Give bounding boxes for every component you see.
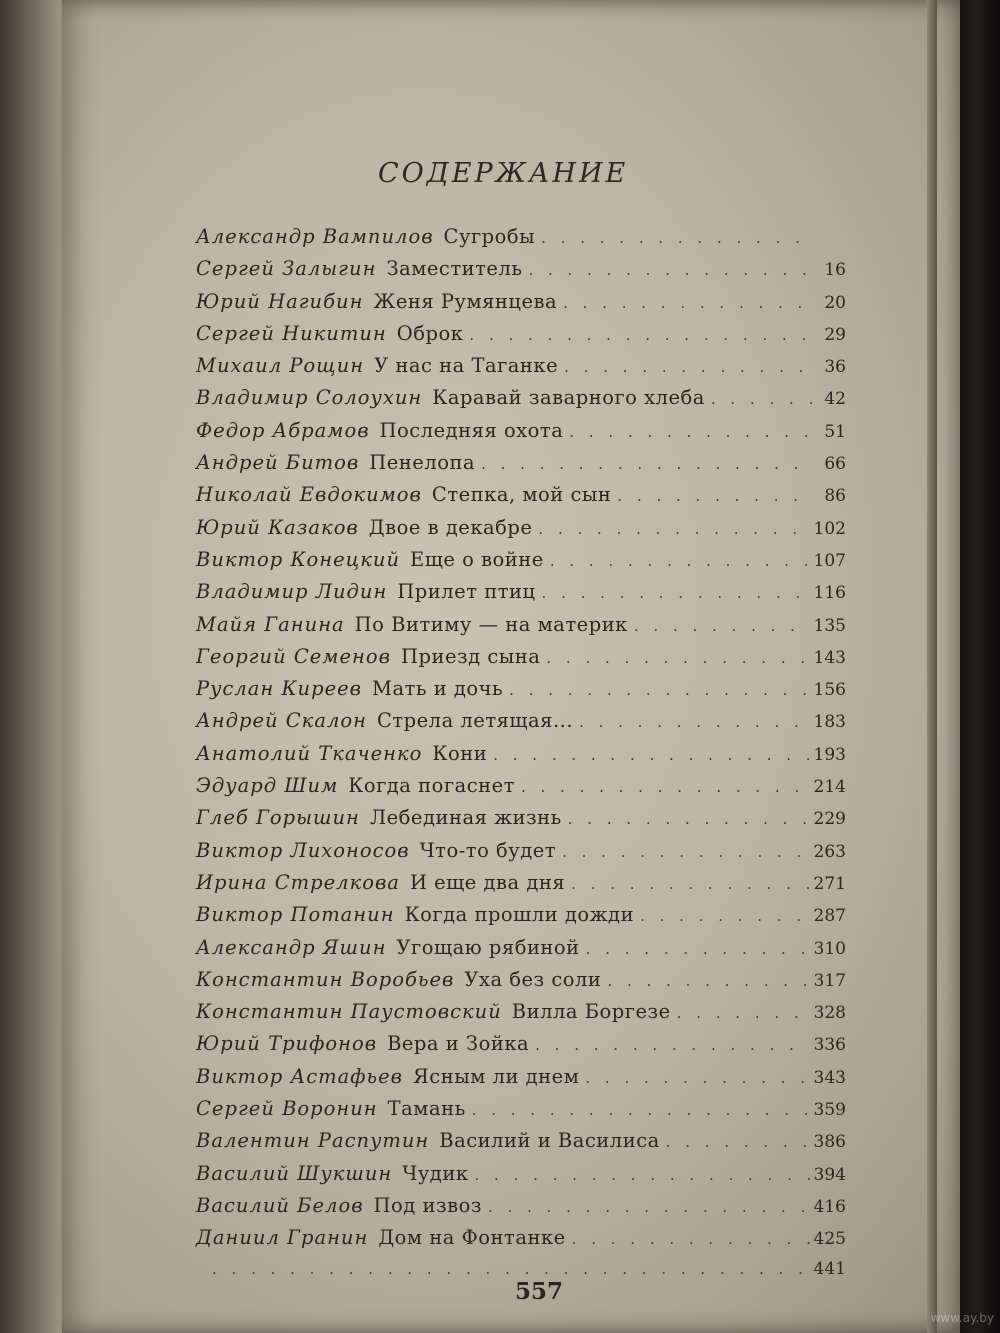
toc-work-title: Последняя охота <box>379 418 564 442</box>
toc-work-title: По Витиму — на материк <box>354 612 628 636</box>
toc-page-number: 86 <box>824 486 846 507</box>
toc-dot-leader <box>579 713 809 731</box>
toc-work-title: Уха без соли <box>464 967 602 991</box>
toc-entry <box>196 806 846 838</box>
toc-dot-leader <box>472 1101 810 1119</box>
toc-author: Ирина Стрелкова <box>196 870 400 894</box>
toc-dot-leader <box>563 294 812 312</box>
toc-work-title: Пенелопа <box>369 451 476 475</box>
toc-author: Федор Абрамов <box>196 418 370 442</box>
toc-work-title: Угощаю рябиной <box>396 935 580 959</box>
toc-dot-leader <box>571 875 809 893</box>
toc-page-number: 29 <box>824 324 846 345</box>
toc-work-title: Прилет птиц <box>397 580 536 604</box>
toc-work-title: Василий и Василиса <box>439 1129 660 1153</box>
toc-author: Николай Евдокимов <box>196 483 422 507</box>
toc-dot-leader <box>677 1004 810 1022</box>
toc-work-title: Вера и Зойка <box>387 1032 530 1056</box>
toc-work-title: Когда погаснет <box>348 774 515 798</box>
toc-entry <box>196 483 846 515</box>
toc-entry <box>196 419 846 451</box>
toc-entry <box>196 1194 846 1226</box>
toc-page-number: 116 <box>813 583 846 604</box>
toc-work-title: Стрела летящая... <box>376 709 574 733</box>
toc-work-title: Кони <box>432 741 488 765</box>
toc-entry <box>196 1097 846 1129</box>
toc-author: Александр Вампилов <box>196 225 434 248</box>
toc-page-number: 328 <box>813 1003 846 1024</box>
toc-dot-leader <box>607 972 809 990</box>
toc-page-number: 394 <box>813 1164 846 1185</box>
page-edge <box>927 0 937 1333</box>
toc-page-number: 214 <box>813 777 846 798</box>
toc-entry <box>196 354 846 386</box>
toc-page-number: 310 <box>813 938 846 959</box>
toc-entry <box>196 742 846 774</box>
toc-page-number: 317 <box>813 970 846 991</box>
toc-page-number: 16 <box>824 260 846 281</box>
toc-author: Анатолий Ткаченко <box>196 741 423 765</box>
toc-work-title: Двое в декабре <box>368 515 533 539</box>
toc-author: Михаил Рощин <box>196 354 365 378</box>
toc-author: Эдуард Шим <box>196 774 339 798</box>
watermark: www.ay.by <box>930 1311 994 1325</box>
toc-dot-leader <box>586 940 810 958</box>
contents-title: СОДЕРЖАНИЕ <box>378 158 629 189</box>
toc-author: Андрей Битов <box>196 451 360 475</box>
toc-author: Юрий Нагибин <box>196 289 364 313</box>
toc-work-title: Тамань <box>387 1097 466 1121</box>
toc-dot-leader <box>572 1230 810 1248</box>
toc-entry <box>196 580 846 612</box>
toc-entry <box>196 613 846 645</box>
toc-entry <box>196 1129 846 1161</box>
toc-author: Василий Белов <box>196 1193 364 1217</box>
toc-entry <box>196 290 846 322</box>
toc-entry <box>196 936 846 968</box>
toc-dot-leader <box>509 681 809 699</box>
toc-author: Александр Яшин <box>196 935 387 959</box>
toc-entry <box>196 839 846 871</box>
toc-author: Андрей Скалон <box>196 709 367 733</box>
toc-entry <box>196 968 846 1000</box>
toc-work-title: Женя Румянцева <box>373 289 558 313</box>
toc-dot-leader <box>475 1166 810 1184</box>
toc-dot-leader <box>585 1069 809 1087</box>
toc-page-number: 135 <box>813 615 846 636</box>
page-number: 557 <box>515 1278 564 1305</box>
toc-author: Виктор Лихоносов <box>196 838 410 862</box>
toc-dot-leader <box>562 843 809 861</box>
toc-dot-leader <box>564 358 812 376</box>
toc-work-title: Еще о войне <box>410 547 544 571</box>
toc-dot-leader <box>488 1198 810 1216</box>
toc-page-number: 359 <box>813 1100 846 1121</box>
toc-page-number: 36 <box>824 357 846 378</box>
toc-entry <box>196 386 846 418</box>
toc-entry <box>196 322 846 354</box>
toc-entry <box>196 257 846 289</box>
toc-dot-leader <box>546 649 809 667</box>
toc-work-title: Мать и дочь <box>372 677 504 701</box>
toc-entry <box>196 1226 846 1258</box>
toc-work-title: Каравай заварного хлеба <box>432 386 705 410</box>
toc-page-number: 336 <box>813 1035 846 1056</box>
toc-entry <box>196 903 846 935</box>
toc-work-title: Ясным ли днем <box>413 1064 580 1088</box>
toc-work-title: Приезд сына <box>400 644 541 668</box>
toc-author: Виктор Потанин <box>196 903 395 927</box>
toc-dot-leader <box>568 810 810 828</box>
toc-dot-leader <box>469 326 812 344</box>
toc-page-number: 51 <box>824 421 846 442</box>
toc-author: Владимир Солоухин <box>196 386 423 410</box>
toc-page-number: 193 <box>813 744 846 765</box>
toc-entry <box>196 1162 846 1194</box>
toc-entry <box>196 1032 846 1064</box>
toc-entry <box>196 1000 846 1032</box>
toc-dot-leader <box>535 1036 809 1054</box>
toc-author: Сергей Воронин <box>196 1097 378 1121</box>
toc-dot-leader <box>212 1260 810 1278</box>
toc-work-title: Сугробы <box>443 225 536 248</box>
toc-page-number: 156 <box>813 680 846 701</box>
toc-author: Константин Паустовский <box>196 1000 502 1024</box>
toc-work-title: Под извоз <box>373 1193 482 1217</box>
toc-dot-leader <box>617 487 812 505</box>
toc-dot-leader <box>542 584 810 602</box>
toc-author: Юрий Казаков <box>196 515 359 539</box>
toc-author: Сергей Залыгин <box>196 257 377 281</box>
toc-dot-leader <box>481 455 812 473</box>
toc-author: Василий Шукшин <box>196 1161 393 1185</box>
book-cover-left <box>0 0 70 1333</box>
toc-page-number: 287 <box>813 906 846 927</box>
toc-page-number: 102 <box>813 518 846 539</box>
toc-author: Валентин Распутин <box>196 1129 430 1153</box>
toc-dot-leader <box>666 1133 810 1151</box>
toc-entry <box>196 451 846 483</box>
toc-dot-leader <box>493 746 809 764</box>
toc-entry <box>196 645 846 677</box>
toc-dot-leader <box>541 229 812 247</box>
toc-page-number: 183 <box>813 712 846 733</box>
toc-work-title: Дом на Фонтанке <box>378 1226 566 1250</box>
toc-dot-leader <box>550 552 810 570</box>
toc-author: Глеб Горышин <box>196 806 360 830</box>
toc-author: Майя Ганина <box>196 612 345 636</box>
toc-page-number: 263 <box>813 841 846 862</box>
toc-dot-leader <box>569 423 812 441</box>
toc-dot-leader <box>640 907 809 925</box>
toc-work-title: У нас на Таганке <box>374 354 559 378</box>
toc-page-number: 143 <box>813 647 846 668</box>
toc-page-number: 425 <box>813 1229 846 1250</box>
toc-author: Виктор Конецкий <box>196 547 401 571</box>
toc-author: Константин Воробьев <box>196 967 455 991</box>
toc-work-title: Что-то будет <box>419 838 557 862</box>
toc-work-title: Заместитель <box>386 257 523 281</box>
toc-author: Руслан Киреев <box>196 677 363 701</box>
toc-dot-leader <box>521 778 810 796</box>
toc-page-number: 271 <box>813 873 846 894</box>
toc-author: Георгий Семенов <box>196 644 391 668</box>
toc-entry <box>196 1065 846 1097</box>
toc-work-title: Оброк <box>396 321 464 345</box>
toc-author: Юрий Трифонов <box>196 1032 378 1056</box>
toc-author: Виктор Астафьев <box>196 1064 404 1088</box>
toc-page-number: 343 <box>813 1067 846 1088</box>
toc-work-title: И еще два дня <box>409 870 566 894</box>
toc-work-title: Вилла Боргезе <box>511 1000 671 1024</box>
toc-entry <box>196 516 846 548</box>
toc-page-number: 386 <box>813 1132 846 1153</box>
toc-author: Даниил Гранин <box>196 1226 369 1250</box>
toc-page-number: 229 <box>813 809 846 830</box>
toc-entry <box>196 548 846 580</box>
toc-dot-leader <box>538 520 809 538</box>
toc-author: Владимир Лидин <box>196 580 388 604</box>
toc-author: Сергей Никитин <box>196 321 387 345</box>
toc-entry <box>196 225 846 257</box>
toc-page-number: 42 <box>824 389 846 410</box>
toc-page-number: 441 <box>813 1258 846 1279</box>
toc-work-title: Степка, мой сын <box>431 483 612 507</box>
toc-dot-leader <box>528 261 812 279</box>
toc-entry <box>196 774 846 806</box>
table-of-contents <box>196 225 846 1291</box>
toc-work-title: Лебединая жизнь <box>369 806 562 830</box>
toc-page-number: 107 <box>813 550 846 571</box>
toc-dot-leader <box>634 617 810 635</box>
toc-page-number: 20 <box>824 292 846 313</box>
toc-page-number: 66 <box>824 454 846 475</box>
toc-dot-leader <box>711 390 812 408</box>
toc-page-number: 416 <box>813 1196 846 1217</box>
toc-entry <box>196 871 846 903</box>
toc-entry <box>196 709 846 741</box>
toc-work-title: Когда прошли дожди <box>404 903 635 927</box>
toc-work-title: Чудик <box>402 1161 469 1185</box>
toc-entry <box>196 677 846 709</box>
book-cover-right <box>960 0 1000 1333</box>
